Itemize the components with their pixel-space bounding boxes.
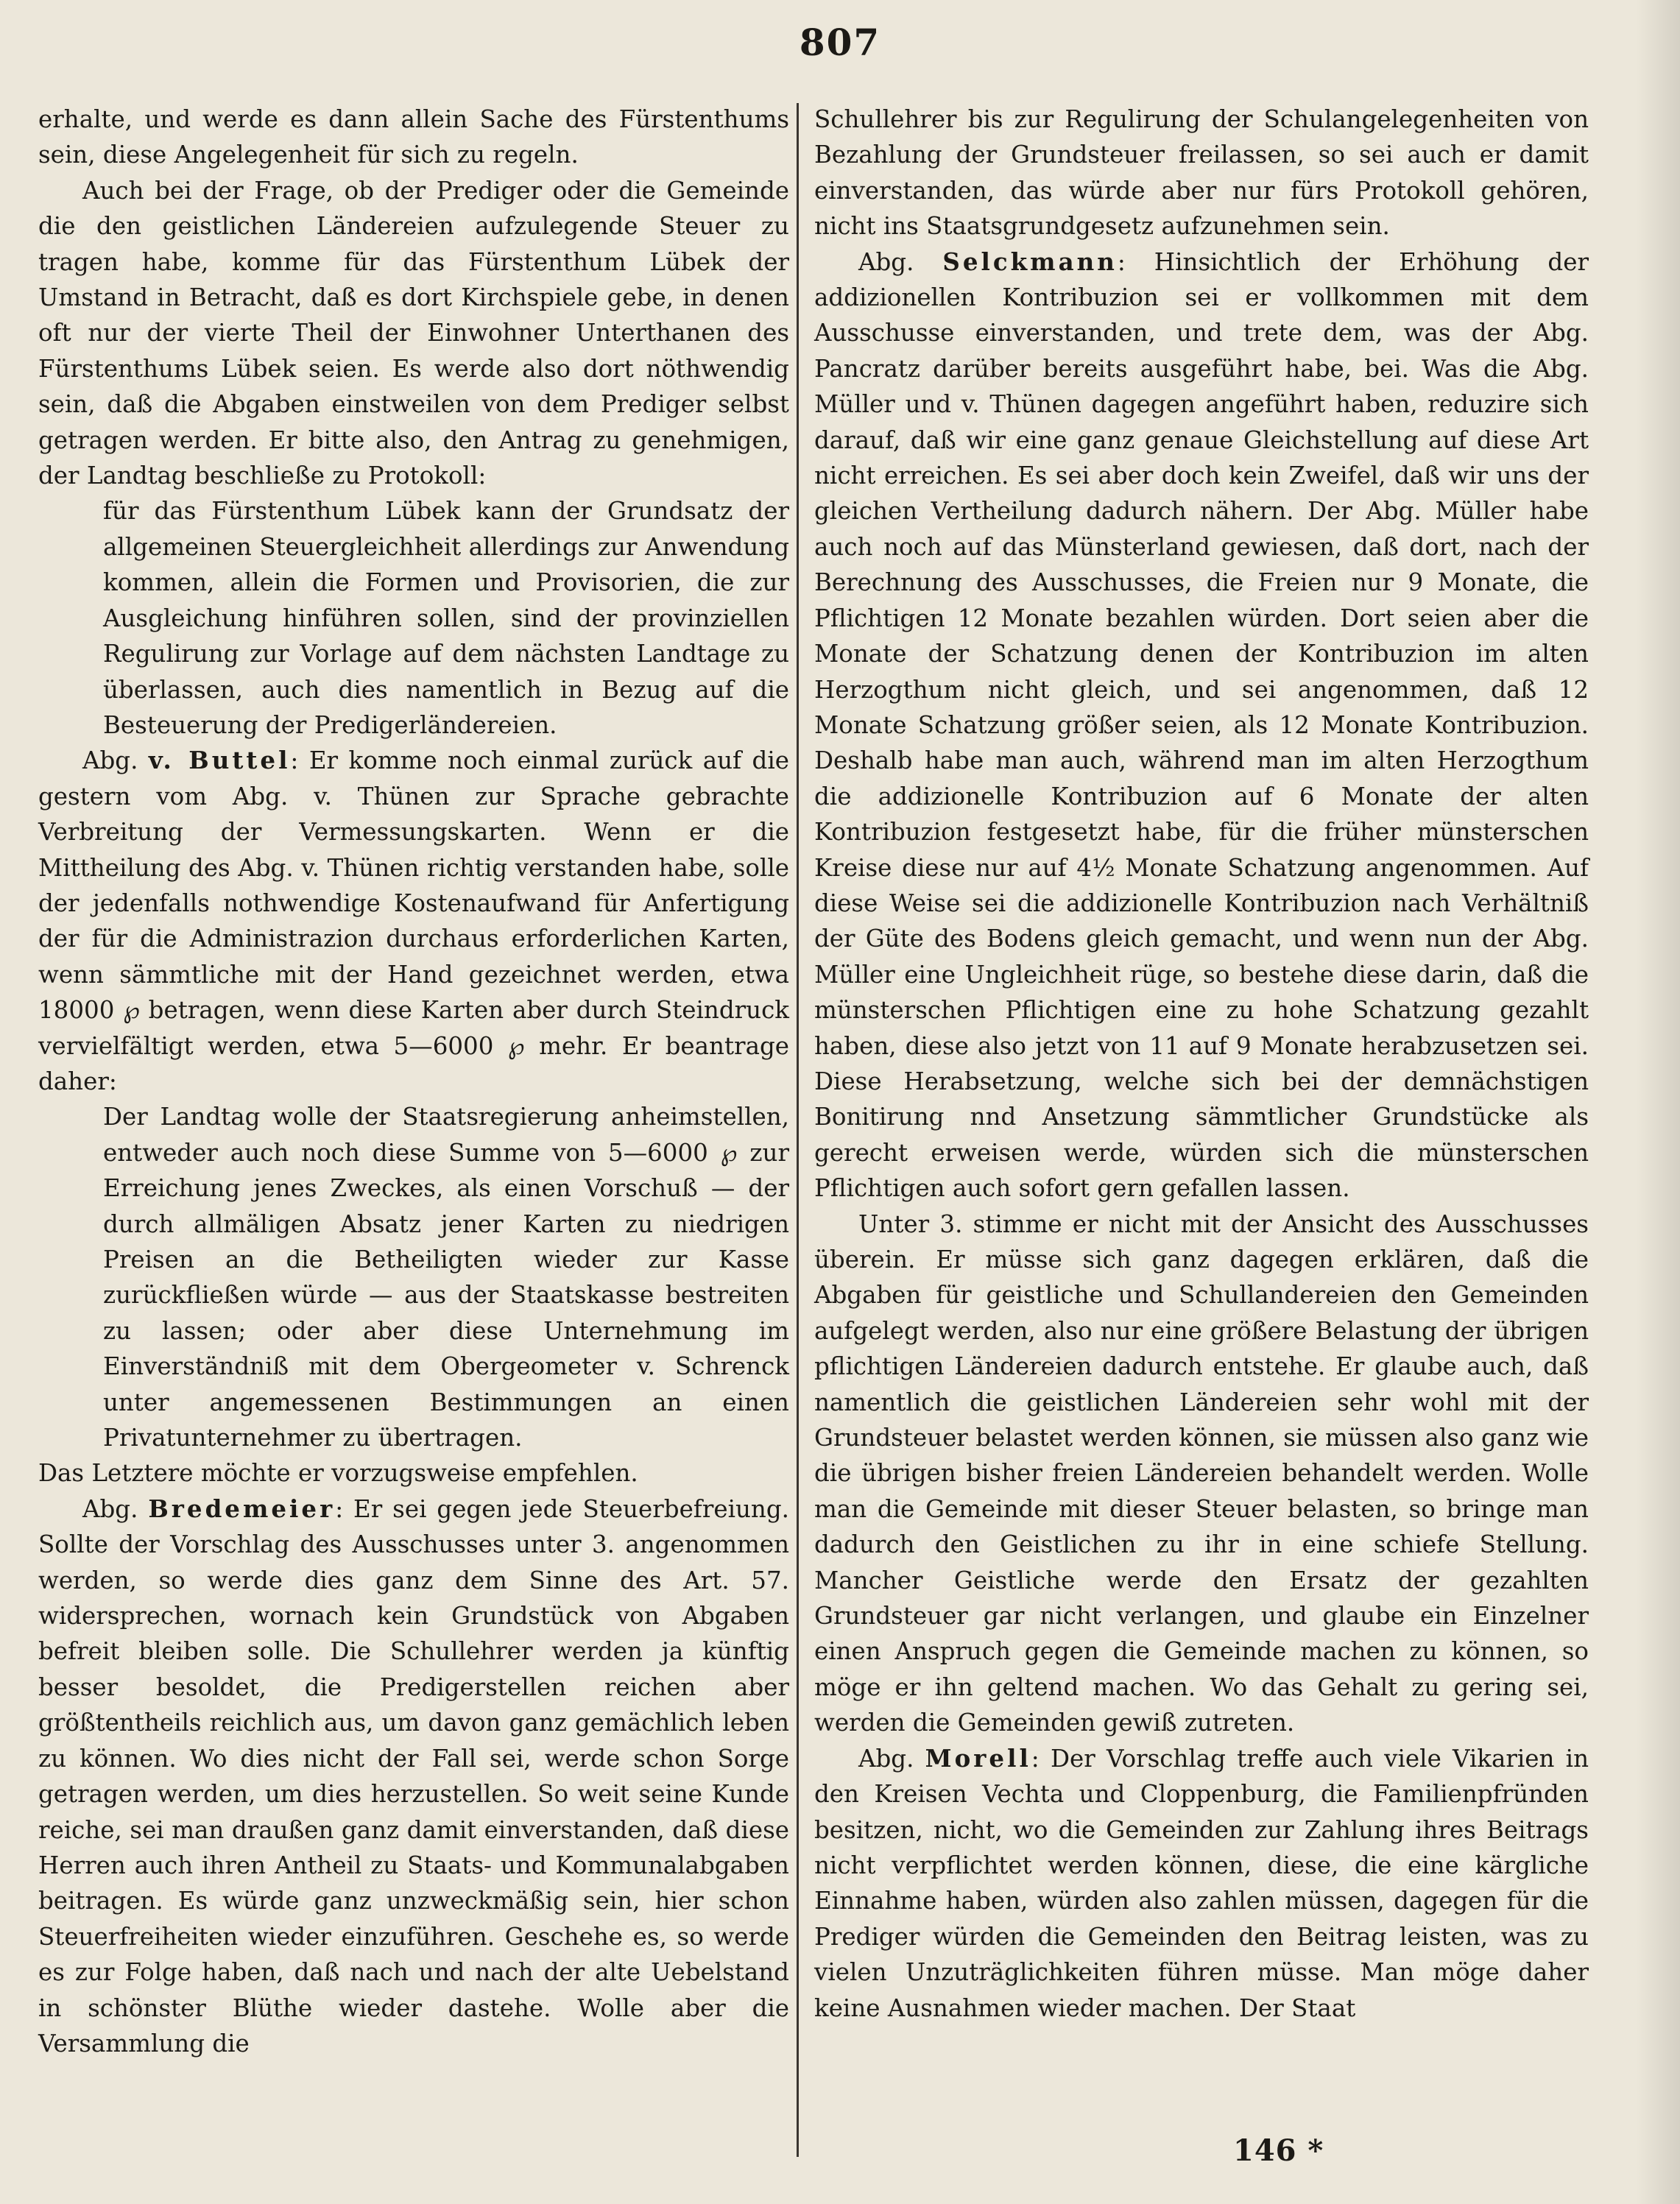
- right-column: [814, 102, 1589, 2026]
- speech-text: : Er sei gegen jede Steuerbefreiung. Sollte der Vorschlag des Ausschusses unter 3. angenommen werden, so werde dies ganz dem Sinne des Art. 57. widersprechen, wornach kein Grundstück von Abgaben befreit bleiben solle. Die Schullehrer werden ja künftig besser besoldet, die Predigerstellen reichen aber größtentheils reichlich aus, um davon ganz gemächlich leben zu können. Wo dies nicht der Fall sei, werde schon Sorge getragen werden, um dies herzustellen. So weit seine Kunde reiche, sei man draußen ganz damit einverstanden, daß diese Herren auch ihren Antheil zu Staats- und Kommunalabgaben beitragen. Es würde ganz unzweckmäßig sein, hier schon Steuerfreiheiten wieder einzuführen. Geschehe es, so werde es zur Folge haben, daß nach und nach der alte Uebelstand in schönster Blüthe wieder dastehe. Wolle aber die Versammlung die: [38, 1494, 789, 2058]
- paragraph: Das Letztere möchte er vorzugsweise empfehlen.: [38, 1459, 638, 1488]
- speech-text: : Der Vorschlag treffe auch viele Vikarien in den Kreisen Vechta und Cloppenburg, die Familienpfründen besitzen, nicht, wo die Gemeinden zur Zahlung ihres Beitrags nicht verpflichtet werden können, diese, die eine kärgliche Einnahme haben, würden also zahlen müssen, dagegen für die Prediger würden die Gemeinden den Beitrag leisten, was zu vielen Unzuträglichkeiten führen müsse. Man möge daher keine Ausnahmen wieder machen. Der Staat: [814, 1744, 1589, 2022]
- paragraph: erhalte, und werde es dann allein Sache des Fürstenthums sein, diese Angelegenheit für sich zu regeln.: [38, 105, 789, 169]
- motion-quote: für das Fürstenthum Lübek kann der Grundsatz der allgemeinen Steuergleichheit allerdings zur Anwendung kommen, allein die Formen und Provisorien, die zur Ausgleichung hinführen sollen, sind der provinziellen Regulirung zur Vorlage auf dem nächsten Landtage zu überlassen, auch dies namentlich in Bezug auf die Besteuerung der Predigerländereien.: [103, 497, 789, 739]
- speaker-name: Morell: [925, 1743, 1031, 1773]
- paragraph: Unter 3. stimme er nicht mit der Ansicht des Ausschusses überein. Er müsse sich ganz dagegen erklären, daß die Abgaben für geistliche und Schullandereien den Gemeinden aufgelegt werden, also nur eine größere Belastung der übrigen pflichtigen Ländereien dadurch entstehe. Er glaube auch, daß namentlich die geistlichen Ländereien sehr wohl mit der Grundsteuer belastet werden können, sie müssen also ganz wie die übrigen bisher freien Ländereien behandelt werden. Wolle man die Gemeinde mit dieser Steuer belasten, so bringe man dadurch den Geistlichen zu ihr in eine schiefe Stellung. Mancher Geistliche werde den Ersatz der gezahlten Grundsteuer gar nicht verlangen, und glaube ein Einzelner einen Anspruch gegen die Gemeinde machen zu können, so möge er ihn geltend machen. Wo das Gehalt zu gering sei, werden die Gemeinden gewiß zutreten.: [814, 1209, 1589, 1737]
- speaker-paragraph: [814, 244, 1589, 1207]
- speaker-name: Bredemeier: [148, 1494, 336, 1523]
- left-column: [38, 102, 789, 2061]
- page-number: 807: [799, 21, 881, 64]
- paragraph: Auch bei der Frage, ob der Prediger oder die Gemeinde die den geistlichen Ländereien aufzulegende Steuer zu tragen habe, komme für das Fürstenthum Lübek der Umstand in Betracht, daß es dort Kirchspiele gebe, in denen oft nur der vierte Theil der Einwohner Unterthanen des Fürstenthums Lübek seien. Es werde also dort nöthwendig sein, daß die Abgaben einstweilen von dem Prediger selbst getragen werden. Er bitte also, den Antrag zu genehmigen, der Landtag beschließe zu Protokoll:: [38, 176, 789, 490]
- signature-mark: 146 *: [1233, 2133, 1324, 2168]
- motion-quote: Der Landtag wolle der Staatsregierung anheimstellen, entweder auch noch diese Summe von 5—6000 ℘ zur Erreichung jenes Zweckes, als einen Vorschuß — der durch allmäligen Absatz jener Karten zu niedrigen Preisen an die Betheiligten wieder zur Kasse zurückfließen würde — aus der Staatskasse bestreiten zu lassen; oder aber diese Unternehmung im Einverständniß mit dem Obergeometer v. Schrenck unter angemessenen Bestimmungen an einen Privatunternehmer zu übertragen.: [103, 1103, 789, 1452]
- speech-text: : Er komme noch einmal zurück auf die gestern vom Abg. v. Thünen zur Sprache gebrachte Verbreitung der Vermessungskarten. Wenn er die Mittheilung des Abg. v. Thünen richtig verstanden habe, solle der jedenfalls nothwendige Kostenaufwand für Anfertigung der für die Administrazion durchaus erforderlichen Karten, wenn sämmtliche mit der Hand gezeichnet werden, etwa 18000 ℘ betragen, wenn diese Karten aber durch Steindruck vervielfältigt werden, etwa 5—6000 ℘ mehr. Er beantrage daher:: [38, 746, 789, 1095]
- column-divider: [797, 103, 799, 2157]
- speaker-paragraph: [38, 1491, 789, 2062]
- speech-text: : Hinsichtlich der Erhöhung der addizionellen Kontribuzion sei er vollkommen mit dem Ausschusse einverstanden, und trete dem, was der Abg. Pancratz darüber bereits ausgeführt habe, bei. Was die Abg. Müller und v. Thünen dagegen angeführt haben, reduzire sich darauf, daß wir eine ganz genaue Gleichstellung auf diese Art nicht erreichen. Es sei aber doch kein Zweifel, daß wir uns der gleichen Vertheilung dadurch nähern. Der Abg. Müller habe auch noch auf das Münsterland gewiesen, daß dort, nach der Berechnung des Ausschusses, die Freien nur 9 Monate, die Pflichtigen 12 Monate bezahlen würden. Dort seien aber die Monate der Schatzung denen der Kontribuzion im alten Herzogthum nicht gleich, und sei angenommen, daß 12 Monate Schatzung größer seien, als 12 Monate Kontribuzion. Deshalb habe man auch, während man im alten Herzogthum die addizionelle Kontribuzion auf 6 Monate der alten Kontribuzion festgesetzt habe, für die früher münsterschen Kreise diese nur auf 4½ Monate Schatzung angenommen. Auf diese Weise sei die addizionelle Kontribuzion nach Verhältniß der Güte des Bodens gleich gemacht, und wenn nun der Abg. Müller eine Ungleichheit rüge, so bestehe diese darin, daß die münsterschen Pflichtigen eine zu hohe Schatzung gezahlt haben, diese also jetzt von 11 auf 9 Monate herabzusetzen sei. Diese Herabsetzung, welche sich bei der demnächstigen Bonitirung nnd Ansetzung sämmtlicher Grundstücke als gerecht erweisen werde, würden sich die münsterschen Pflichtigen auch sofort gern gefallen lassen.: [814, 247, 1589, 1203]
- speaker-prefix: Abg.: [82, 746, 138, 775]
- page-edge-shadow: [1636, 0, 1680, 2204]
- speaker-prefix: Abg.: [858, 247, 914, 276]
- speaker-name: Selckmann: [942, 247, 1118, 276]
- speaker-name: v. Buttel: [148, 746, 291, 775]
- speaker-prefix: Abg.: [858, 1744, 914, 1773]
- speaker-paragraph: [814, 1741, 1589, 2026]
- speaker-prefix: Abg.: [82, 1494, 138, 1523]
- paragraph: Schullehrer bis zur Regulirung der Schulangelegenheiten von Bezahlung der Grundsteuer freilassen, so sei auch er damit einverstanden, das würde aber nur fürs Protokoll gehören, nicht ins Staatsgrundgesetz aufzunehmen sein.: [814, 105, 1589, 241]
- speaker-paragraph: [38, 743, 789, 1099]
